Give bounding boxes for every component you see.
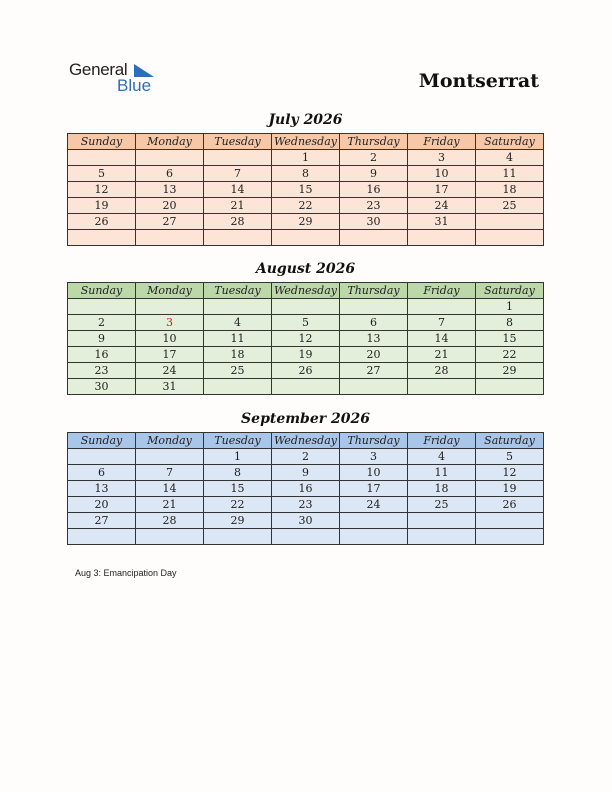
- month-title-august: August 2026: [255, 261, 356, 277]
- day-cell: [68, 150, 136, 166]
- day-cell: 23: [272, 497, 340, 513]
- day-cell: [204, 230, 272, 246]
- day-cell: 9: [68, 331, 136, 347]
- day-cell: 3: [340, 449, 408, 465]
- day-cell: 6: [340, 315, 408, 331]
- week-row: [68, 166, 544, 182]
- week-row: [68, 315, 544, 331]
- day-cell: 18: [204, 347, 272, 363]
- day-cell: 21: [136, 497, 204, 513]
- calendar-september: [67, 432, 544, 545]
- day-cell: 18: [408, 481, 476, 497]
- day-cell: 30: [272, 513, 340, 529]
- day-cell: 15: [272, 182, 340, 198]
- calendar-july: [67, 133, 544, 246]
- weekday-header: Thursday: [340, 134, 408, 150]
- day-cell: 14: [408, 331, 476, 347]
- day-cell: 12: [68, 182, 136, 198]
- weekday-header: Tuesday: [204, 433, 272, 449]
- day-cell: 21: [408, 347, 476, 363]
- weekday-header: Monday: [136, 433, 204, 449]
- weekday-header: Sunday: [68, 283, 136, 299]
- day-cell: [408, 379, 476, 395]
- day-cell: [408, 299, 476, 315]
- day-cell: 11: [408, 465, 476, 481]
- day-cell: 31: [408, 214, 476, 230]
- day-cell: 15: [204, 481, 272, 497]
- day-cell: [476, 214, 544, 230]
- day-cell: 3: [408, 150, 476, 166]
- day-cell: [204, 529, 272, 545]
- day-cell: [68, 529, 136, 545]
- day-cell: [272, 529, 340, 545]
- week-row: [68, 497, 544, 513]
- day-cell: 13: [136, 182, 204, 198]
- weekday-header: Saturday: [476, 134, 544, 150]
- day-cell: 19: [476, 481, 544, 497]
- day-cell: 26: [272, 363, 340, 379]
- day-cell: 27: [68, 513, 136, 529]
- day-cell: 10: [340, 465, 408, 481]
- weekday-header: Saturday: [476, 283, 544, 299]
- day-cell: 22: [476, 347, 544, 363]
- day-cell: 11: [204, 331, 272, 347]
- day-cell: 5: [68, 166, 136, 182]
- week-row: [68, 529, 544, 545]
- day-cell: 2: [272, 449, 340, 465]
- day-cell: 25: [408, 497, 476, 513]
- day-cell: [136, 230, 204, 246]
- day-cell: 13: [340, 331, 408, 347]
- day-cell: 7: [136, 465, 204, 481]
- day-cell: 4: [476, 150, 544, 166]
- week-row: [68, 347, 544, 363]
- day-cell: [204, 379, 272, 395]
- month-title-september: September 2026: [241, 411, 370, 427]
- day-cell: 8: [476, 315, 544, 331]
- day-cell: 16: [340, 182, 408, 198]
- day-cell: 20: [340, 347, 408, 363]
- week-row: [68, 513, 544, 529]
- day-cell: 28: [408, 363, 476, 379]
- day-cell: [136, 150, 204, 166]
- day-cell: 1: [204, 449, 272, 465]
- week-row: [68, 182, 544, 198]
- day-cell: 19: [272, 347, 340, 363]
- day-cell: 5: [272, 315, 340, 331]
- weekday-header: Tuesday: [204, 283, 272, 299]
- day-cell: 30: [340, 214, 408, 230]
- day-cell: 22: [204, 497, 272, 513]
- day-cell: [204, 299, 272, 315]
- week-row: [68, 331, 544, 347]
- day-cell: 10: [136, 331, 204, 347]
- weekday-header: Monday: [136, 283, 204, 299]
- day-cell: 29: [204, 513, 272, 529]
- week-row: [68, 465, 544, 481]
- weekday-header: Wednesday: [272, 283, 340, 299]
- weekday-header: Wednesday: [272, 134, 340, 150]
- day-cell: 25: [476, 198, 544, 214]
- day-cell: 1: [272, 150, 340, 166]
- day-cell: 24: [136, 363, 204, 379]
- day-cell: [272, 230, 340, 246]
- day-cell: 11: [476, 166, 544, 182]
- day-cell: 28: [204, 214, 272, 230]
- holiday-note: Aug 3: Emancipation Day: [75, 568, 177, 578]
- day-cell: 22: [272, 198, 340, 214]
- week-row: [68, 379, 544, 395]
- day-cell: 16: [272, 481, 340, 497]
- week-row: [68, 150, 544, 166]
- weekday-header-row: [68, 433, 544, 449]
- day-cell: 20: [68, 497, 136, 513]
- day-cell: 30: [68, 379, 136, 395]
- day-cell: 23: [68, 363, 136, 379]
- weekday-header: Wednesday: [272, 433, 340, 449]
- weekday-header: Saturday: [476, 433, 544, 449]
- day-cell: [340, 299, 408, 315]
- day-cell: [340, 513, 408, 529]
- week-row: [68, 230, 544, 246]
- day-cell: 7: [204, 166, 272, 182]
- month-title-july: July 2026: [268, 112, 343, 128]
- weekday-header: Thursday: [340, 283, 408, 299]
- day-cell: 6: [68, 465, 136, 481]
- day-cell: [136, 449, 204, 465]
- week-row: [68, 299, 544, 315]
- day-cell: 13: [68, 481, 136, 497]
- day-cell: 29: [476, 363, 544, 379]
- holiday-day-cell: 3: [136, 315, 204, 331]
- day-cell: 7: [408, 315, 476, 331]
- week-row: [68, 214, 544, 230]
- day-cell: [476, 379, 544, 395]
- day-cell: 8: [204, 465, 272, 481]
- day-cell: [68, 449, 136, 465]
- day-cell: [340, 529, 408, 545]
- logo-text-general: General: [69, 60, 128, 79]
- weekday-header: Monday: [136, 134, 204, 150]
- day-cell: 24: [408, 198, 476, 214]
- weekday-header: Thursday: [340, 433, 408, 449]
- weekday-header: Friday: [408, 433, 476, 449]
- day-cell: 17: [136, 347, 204, 363]
- day-cell: 31: [136, 379, 204, 395]
- day-cell: 4: [408, 449, 476, 465]
- generalblue-logo: [69, 60, 159, 96]
- weekday-header: Friday: [408, 134, 476, 150]
- day-cell: [340, 379, 408, 395]
- week-row: [68, 449, 544, 465]
- weekday-header: Sunday: [68, 134, 136, 150]
- day-cell: 1: [476, 299, 544, 315]
- day-cell: 15: [476, 331, 544, 347]
- calendar-august: [67, 282, 544, 395]
- day-cell: 28: [136, 513, 204, 529]
- day-cell: [408, 529, 476, 545]
- day-cell: [204, 150, 272, 166]
- day-cell: [408, 513, 476, 529]
- day-cell: 17: [408, 182, 476, 198]
- day-cell: [408, 230, 476, 246]
- day-cell: 14: [136, 481, 204, 497]
- day-cell: 6: [136, 166, 204, 182]
- country-title: Montserrat: [418, 70, 539, 92]
- day-cell: [476, 513, 544, 529]
- week-row: [68, 198, 544, 214]
- day-cell: 14: [204, 182, 272, 198]
- day-cell: 5: [476, 449, 544, 465]
- day-cell: 26: [476, 497, 544, 513]
- logo-text-blue: Blue: [117, 76, 152, 95]
- day-cell: [136, 299, 204, 315]
- day-cell: 2: [68, 315, 136, 331]
- day-cell: 9: [272, 465, 340, 481]
- day-cell: [272, 379, 340, 395]
- day-cell: 20: [136, 198, 204, 214]
- day-cell: [476, 529, 544, 545]
- day-cell: 27: [340, 363, 408, 379]
- week-row: [68, 481, 544, 497]
- weekday-header: Tuesday: [204, 134, 272, 150]
- day-cell: 24: [340, 497, 408, 513]
- weekday-header: Friday: [408, 283, 476, 299]
- day-cell: 10: [408, 166, 476, 182]
- day-cell: 12: [272, 331, 340, 347]
- day-cell: 25: [204, 363, 272, 379]
- day-cell: [340, 230, 408, 246]
- day-cell: [476, 230, 544, 246]
- weekday-header-row: [68, 134, 544, 150]
- weekday-header: Sunday: [68, 433, 136, 449]
- day-cell: 23: [340, 198, 408, 214]
- day-cell: 4: [204, 315, 272, 331]
- day-cell: 27: [136, 214, 204, 230]
- day-cell: 2: [340, 150, 408, 166]
- day-cell: 8: [272, 166, 340, 182]
- day-cell: 19: [68, 198, 136, 214]
- day-cell: 18: [476, 182, 544, 198]
- day-cell: 12: [476, 465, 544, 481]
- week-row: [68, 363, 544, 379]
- day-cell: 26: [68, 214, 136, 230]
- day-cell: 16: [68, 347, 136, 363]
- day-cell: 29: [272, 214, 340, 230]
- day-cell: [136, 529, 204, 545]
- day-cell: [272, 299, 340, 315]
- day-cell: 17: [340, 481, 408, 497]
- day-cell: 21: [204, 198, 272, 214]
- day-cell: 9: [340, 166, 408, 182]
- weekday-header-row: [68, 283, 544, 299]
- day-cell: [68, 299, 136, 315]
- day-cell: [68, 230, 136, 246]
